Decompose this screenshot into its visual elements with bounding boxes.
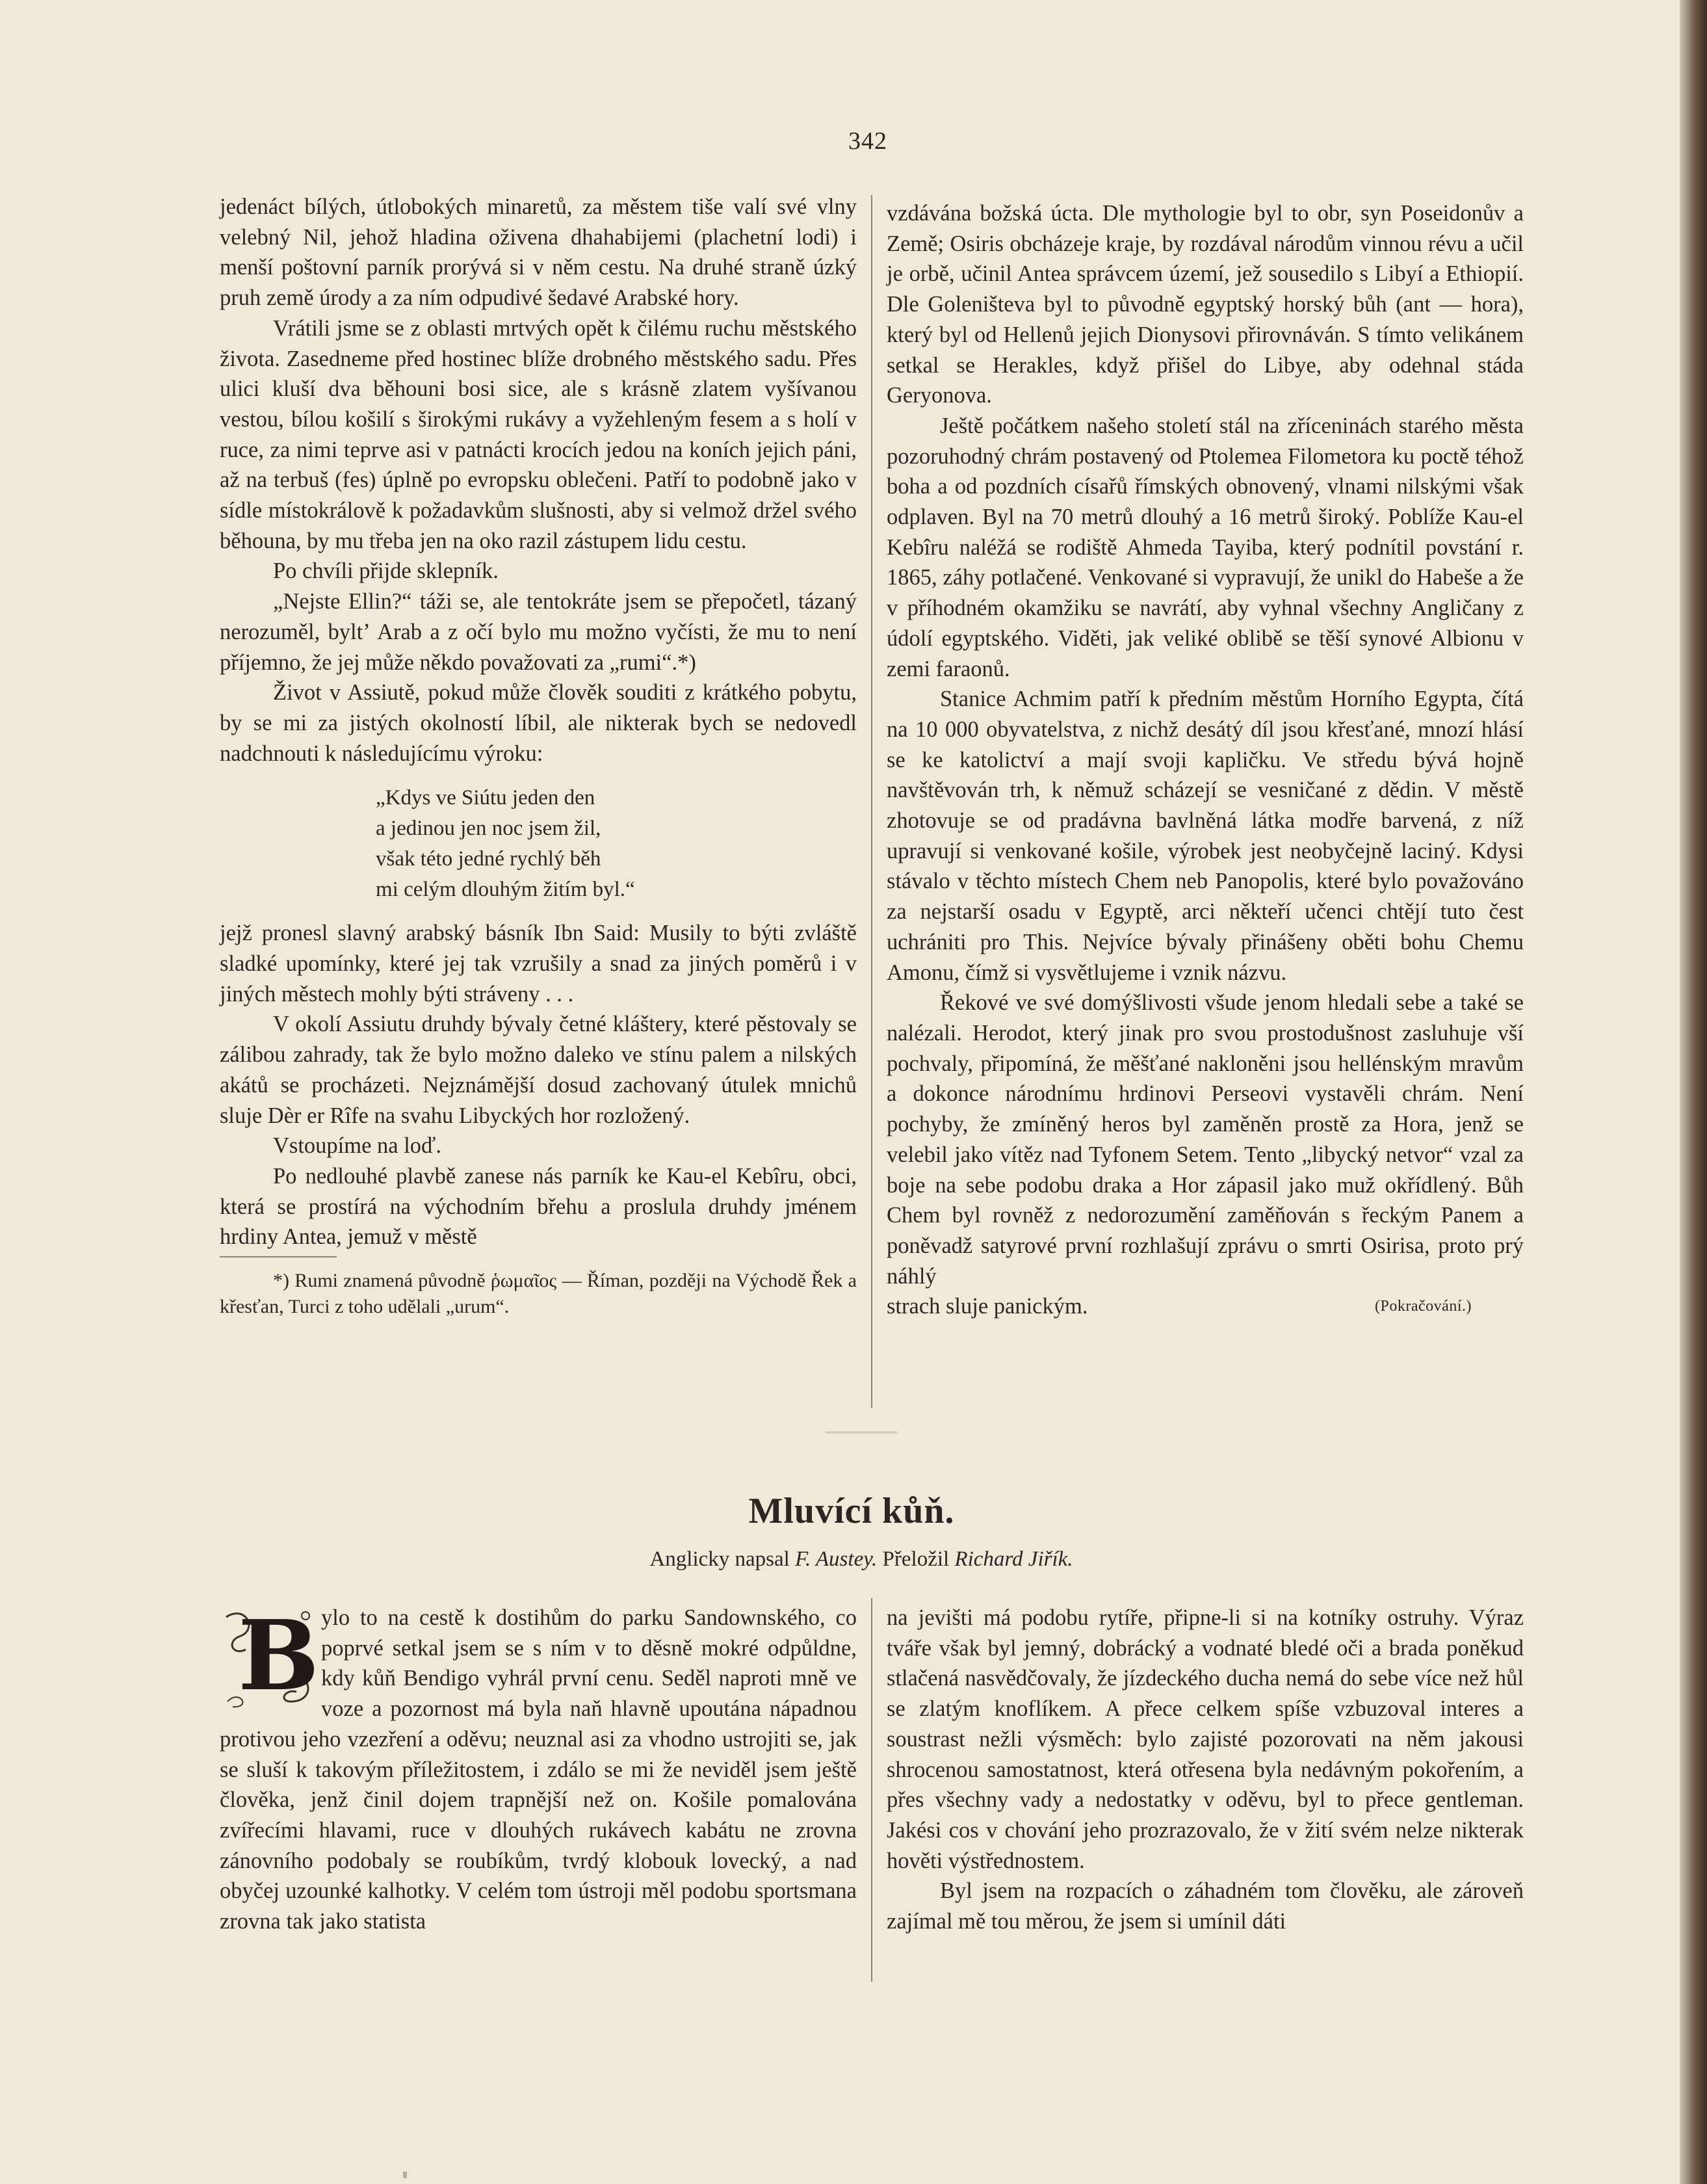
poem-line: však této jedné rychlý běh	[376, 847, 601, 871]
paragraph: Ještě počátkem našeho století stál na zříceninách starého města pozoruhodný chrám postavený od Ptolemea Filometora ku poctě téhož boha a od pozdních císařů římských obnovený, vlnami nilskými však odplaven. Byl na 70 metrů dlouhý a 16 metrů široký. Poblíže Kau-el Kebîru naléžá se rodiště Ahmeda Tayiba, který podnítil povstání r. 1865, záhy potlačené. Venkované si vypravují, že unikl do Habeše a že v příhodném okamžiku se navrátí, aby vyhnal všechny Angličany z údolí egyptského. Viděti, jak veliké oblibě se těší synové Albionu v zemi faraonů.	[887, 413, 1524, 681]
paragraph: Stanice Achmim patří k předním městům Horního Egypta, čítá na 10 000 obyvatelstva, z nichž desátý díl jsou křesťané, mnozí hlásí se ke katolictví a mají svoji kapličku. Ve středu bývá hojně navštěvován trh, k němuž scházejí se vesničané z dědin. V městě zhotovuje se od pradávna bavlněná látka modře barvená, z níž upravují si venkované košile, výrobek jest neobyčejně laciný. Kdysi stávalo v těchto místech Chem neb Panopolis, které bylo považováno za nejstarší osadu v Egyptě, arci někteří učenci chtějí tuto čest uchrániti pro This. Nejvíce bývaly přinášeny oběti bohu Chemu Amonu, čímž si vysvětlujeme i vznik názvu.	[887, 687, 1524, 985]
poem-quote	[376, 783, 857, 905]
column-divider	[871, 1598, 872, 1982]
story-title: Mluvící kůň.	[748, 1491, 955, 1531]
paragraph: Řekové ve své domýšlivosti všude jenom hledali sebe a také se nalézali. Herodot, který jinak pro svou prostodušnost zasluhuje vší pochvaly, připomíná, že měšťané nakloněni jsou hellénským mravům a dokonce národnímu hrdinovi Perseovi vystavěli chrám. Není pochyby, že zmíněný heros byl zaměněn prostě za Hora, jenž se velebil jako vítěz nad Tyfonem Setem. Tento „libycký netvor“ vzal za boje na sebe podobu draka a Hor zápasil jako muž okřídlený. Bůh Chem byl rovněž z nedorozumění zaměňován s řeckým Panem a poněvadž satyrové první rozhlašují zprávu o smrti Osirisa, proto prý náhlý	[887, 990, 1524, 1289]
poem-line: a jedinou jen noc jsem žil,	[376, 817, 601, 841]
continued-note: (Pokračování.)	[1375, 1298, 1472, 1315]
paragraph: ylo to na cestě k dostihům do parku Sandownského, co poprvé setkal jsem se s ním v to děsně mokré odpůldne, kdy kůň Bendigo vyhrál první cenu. Seděl naproti mně ve voze a pozornost má byla naň hlavně upoutána nápadnou protivou jeho vzezření a oděvu; neuznal asi za vhodno ustrojiti se, jak se sluší k takovým příležitostem, i zdálo se mi že neviděl jsem ještě člověka, jenž činil dojem trapnější než on. Košile pomalována zvířecími hlavami, ruce v dlouhých rukávech kabátu ne zrovna zánovního podobaly se roubíkům, tvrdý klobouk lovecký, a nad obyčej uzounké kalhotky. V celém tom ústroji měl podobu sportsmana zrovna tak jako statista	[220, 1605, 857, 1934]
page-number: 342	[848, 127, 887, 155]
paragraph: jedenáct bílých, útlobokých minaretů, za městem tiše valí své vlny velebný Nil, jehož hladina oživena dhahabijemi (plachetní lodi) i menší poštovní parník prorývá si v něm cestu. Na druhé straně úzký pruh země úrody a za ním odpudivé šedavé Arabské hory.	[220, 194, 857, 311]
translator-name: Richard Jiřík.	[954, 1547, 1073, 1571]
paragraph-last-line: strach sluje panickým.	[887, 1294, 1088, 1319]
stray-mark	[403, 2172, 407, 2178]
paragraph-ending-row	[887, 1291, 1524, 1322]
footnote-text: *) Rumi znamená původně ῥωμαῖος — Říman, později na Východě Řek a křesťan, Turci z toho udělali „urum“.	[220, 1270, 857, 1318]
story-right-column	[887, 1603, 1524, 1937]
article-left-column	[220, 192, 857, 1320]
byline-translator-prefix: Přeložil	[882, 1547, 950, 1571]
footnote	[220, 1268, 857, 1320]
paragraph: „Nejste Ellin?“ táži se, ale tentokráte jsem se přepočetl, tázaný nerozuměl, byltʼ Arab a z očí bylo mu možno vyčísti, že mu to není příjemno, že jej může někdo považovati za „rumi“.*)	[220, 589, 857, 675]
article-right-column	[887, 198, 1524, 1322]
byline-prefix: Anglicky napsal	[649, 1547, 790, 1571]
paragraph: jejž pronesl slavný arabský básník Ibn Said: Musily to býti zvláště sladké upomínky, které jej tak vzrušily a snad za jiných poměrů i v jiných městech mohly býti stráveny . . .	[220, 921, 857, 1006]
paragraph: na jevišti má podobu rytíře, připne-li si na kotníky ostruhy. Výraz tváře však byl jemný, dobrácký a vodnaté bledé oči a brada poněkud stlačená nasvědčovaly, že jízdeckého ducha nemá do sebe více než hůl se zlatým knoflíkem. A přece celkem spíše vzbuzoval interes a soustrast nežli výsměch: bylo zajisté pozorovati na něm jakousi shrocenou samostatnost, která otřesena byla nedávným pokořením, a přes všechny vady a nedostatky v oděvu, byl to přece gentleman. Jakési cos v chování jeho prozrazovalo, že v žití svém nelze nikterak hověti výstřednostem.	[887, 1605, 1524, 1873]
paragraph: Po nedlouhé plavbě zanese nás parník ke Kau-el Kebîru, obci, která se prostírá na východním břehu a proslula druhdy jménem hrdiny Antea, jemuž v městě	[220, 1163, 857, 1250]
paragraph: Život v Assiutě, pokud může člověk souditi z krátkého pobytu, by se mi za jistých okolností líbil, ale nikterak bych se nedovedl nadchnouti k následujícímu výroku:	[220, 680, 857, 766]
poem-line: mi celým dlouhým žitím byl.“	[376, 878, 635, 902]
ornamental-dropcap	[220, 1599, 320, 1712]
paragraph: Po chvíli přijde sklepník.	[273, 559, 499, 584]
section-separator	[826, 1430, 897, 1435]
dropcap-letter: B	[238, 1599, 320, 1712]
paragraph: Vrátili jsme se z oblasti mrtvých opět k čilému ruchu městského života. Zasedneme před hostinec blíže drobného městského sadu. Přes ulici kluší dva běhouni bosi sice, ale s krásně zlatem vyšívanou vestou, bílou košilí s širokými rukávy a vyžehleným fesem a s holí v ruce, za nimi teprve asi v patnácti krocích jedou na koních jejich páni, až na terbuš (fes) úplně po evropsku oblečeni. Patří to podobně jako v sídle místokrálově k požadavkům slušnosti, aby si velmož držel svého běhouna, by mu třeba jen na oko razil zástupem lidu cestu.	[220, 315, 857, 553]
paragraph: V okolí Assiutu druhdy bývaly četné kláštery, které pěstovaly se zálibou zahrady, tak že bylo možno daleko ve stínu palem a nilských akátů se procházeti. Nejznámější dosud zachovaný útulek mnichů sluje Dèr er Rîfe na svahu Libyckých hor rozložený.	[220, 1012, 857, 1128]
story-byline	[585, 1547, 1138, 1572]
poem-line: „Kdys ve Siútu jeden den	[376, 786, 595, 810]
author-name: F. Austey.	[795, 1547, 878, 1571]
footnote-rule	[220, 1256, 337, 1257]
paragraph: vzdávána božská úcta. Dle mythologie byl to obr, syn Poseidonův a Země; Osiris obcházeje kraje, by rozdával národům vinnou révu a učil je orbě, učinil Antea správcem území, jež sousedilo s Libyí a Ethiopií. Dle Goleništeva byl to původně egyptský horský bůh (ant — hora), který byl od Hellenů jejich Dionysovi přirovnáván. S tímto velikánem setkal se Herakles, když přišel do Libye, aby odehnal stáda Geryonova.	[887, 201, 1524, 408]
story-left-column	[220, 1599, 857, 1937]
column-divider	[871, 195, 872, 1408]
page-binding-edge	[1680, 0, 1707, 2184]
paragraph: Vstoupíme na loď.	[273, 1133, 441, 1159]
paragraph: Byl jsem na rozpacích o záhadném tom člověku, ale zároveň zajímal mě tou měrou, že jsem si umínil dáti	[887, 1878, 1524, 1934]
